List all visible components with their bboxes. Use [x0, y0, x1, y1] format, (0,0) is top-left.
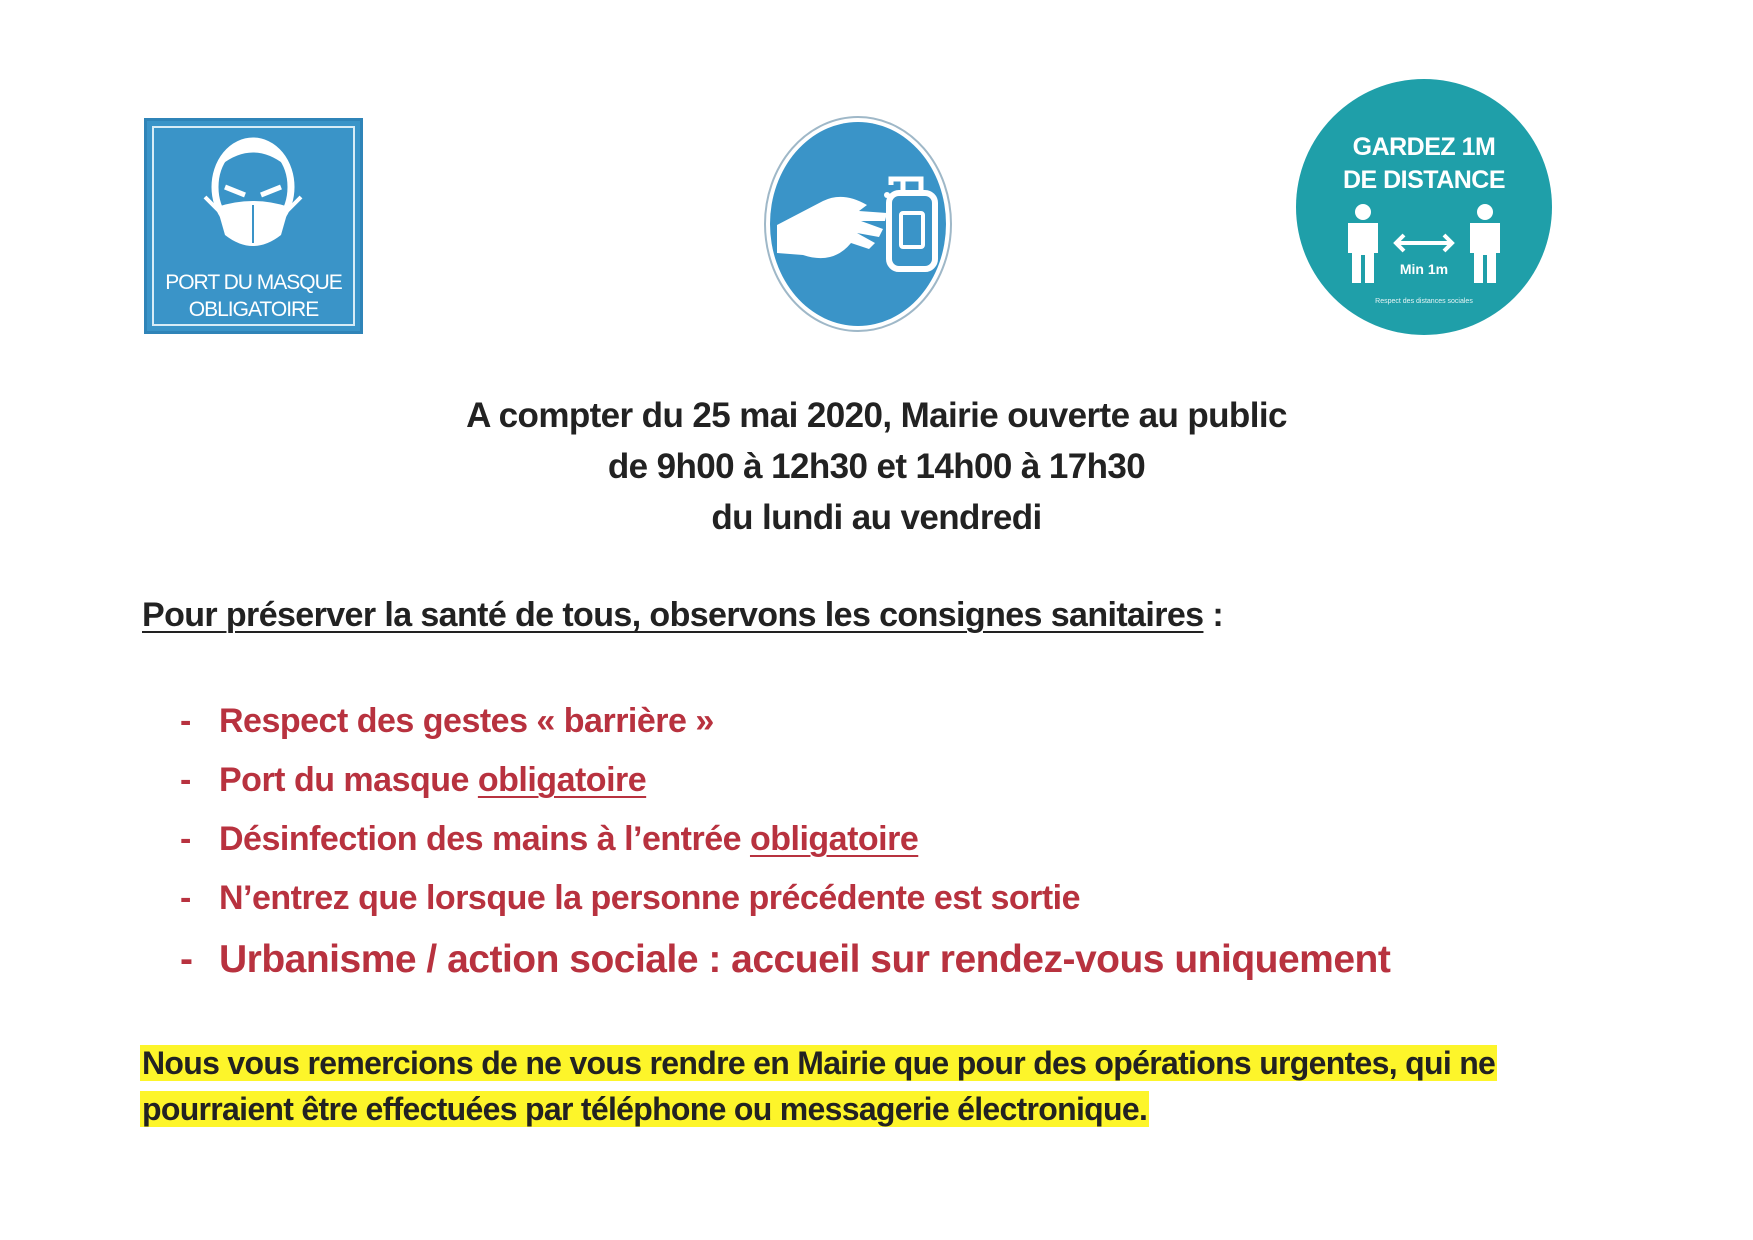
highlighted-note: Nous vous remercions de ne vous rendre en Mairie que pour des opérations urgentes, qui ne pourraient être effectuées par téléphone ou messagerie électronique. — [142, 1045, 1496, 1127]
opening-hours — [0, 390, 1753, 543]
list-item: - Désinfection des mains à l’entrée obligatoire — [180, 820, 919, 858]
instructions-heading: Pour préserver la santé de tous, observons les consignes sanitaires : — [142, 596, 1224, 634]
keep-distance-sign — [1296, 79, 1552, 335]
distance-footer: Respect des distances sociales — [1375, 298, 1473, 305]
list-item: - Respect des gestes « barrière » — [180, 702, 714, 740]
mask-required-sign — [144, 118, 363, 334]
hand-sanitizer-sign — [763, 115, 953, 333]
list-item: - N’entrez que lorsque la personne précédente est sortie — [180, 879, 1081, 917]
distance-title: GARDEZ 1M DE DISTANCE — [1342, 133, 1506, 194]
mask-sign-label: PORT DU MASQUE OBLIGATOIRE — [165, 271, 342, 321]
intro-line: A compter du 25 mai 2020, Mairie ouverte au public — [466, 396, 1287, 435]
face-mask-icon — [197, 135, 309, 265]
list-item: - Port du masque obligatoire — [180, 761, 647, 799]
intro-line: de 9h00 à 12h30 et 14h00 à 17h30 — [607, 447, 1146, 486]
intro-line: du lundi au vendredi — [711, 498, 1042, 537]
list-item: - Urbanisme / action sociale : accueil sur rendez-vous uniquement — [180, 938, 1391, 981]
min-distance-label: Min 1m — [1399, 261, 1449, 277]
double-arrow-icon — [1396, 235, 1452, 251]
rules-list — [180, 702, 1390, 1004]
